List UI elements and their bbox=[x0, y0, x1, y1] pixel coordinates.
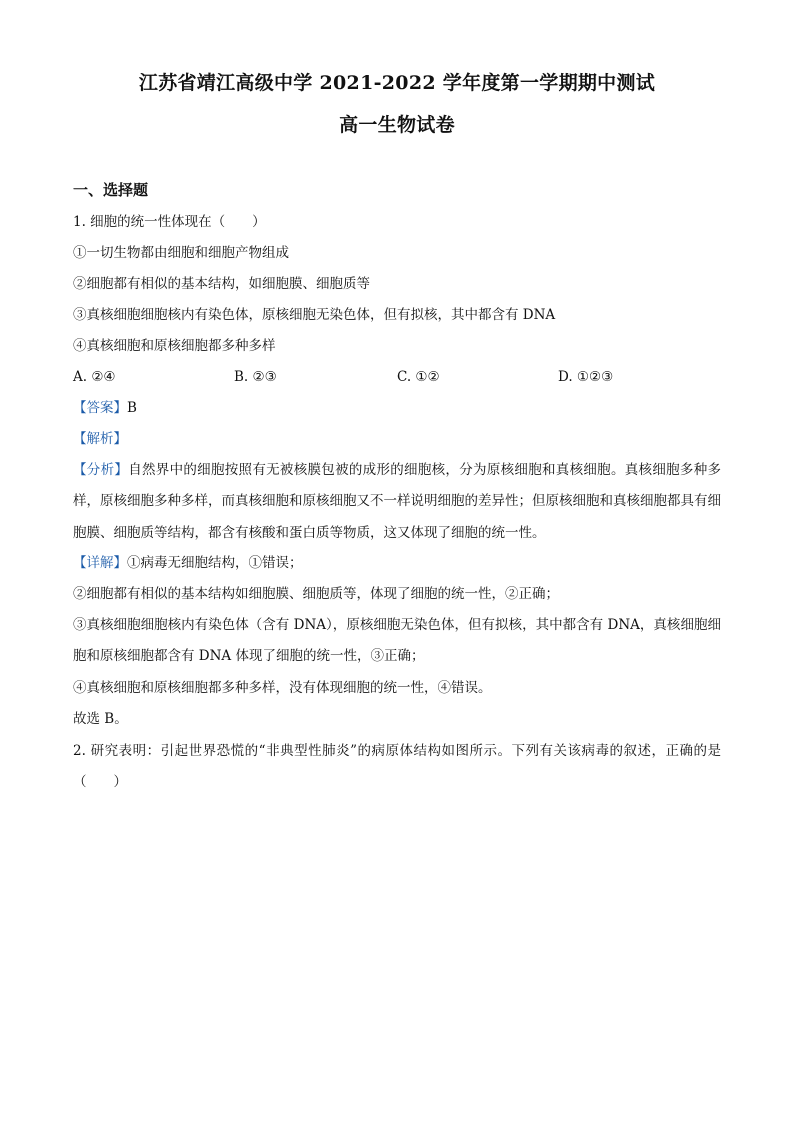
xiangjie-line-3: ③真核细胞细胞核内有染色体（含有 DNA），原核细胞无染色体，但有拟核，其中都含有 DNA，真核细胞细胞和原核细胞都含有 DNA 体现了细胞的统一性，③正确； bbox=[73, 617, 721, 665]
xiangjie-line-4: ④真核细胞和原核细胞都多种多样，没有体现细胞的统一性，④错误。 bbox=[73, 680, 492, 696]
answer-line bbox=[73, 398, 137, 418]
analysis-tag: 【解析】 bbox=[73, 431, 127, 447]
xiangjie-first: ①病毒无细胞结构，①错误； bbox=[127, 555, 303, 571]
question-1-stem: 1. 细胞的统一性体现在（ ） bbox=[73, 214, 266, 230]
exam-subtitle: 高一生物试卷 bbox=[339, 114, 455, 136]
fenxi-text: 自然界中的细胞按照有无被核膜包被的成形的细胞核，分为原核细胞和真核细胞。真核细胞多种多样，原核细胞多种多样，而真核细胞和原核细胞又不一样说明细胞的差异性；但原核细胞和真核细胞都具有细胞膜、细胞质等结构，都含有核酸和蛋白质等物质，这又体现了细胞的统一性。 bbox=[73, 462, 722, 541]
section-heading: 一、选择题 bbox=[73, 181, 149, 199]
xiangjie-line bbox=[73, 553, 303, 573]
option-b: B. ②③ bbox=[234, 369, 277, 385]
conclusion-line: 故选 B。 bbox=[73, 711, 128, 727]
fenxi-tag: 【分析】 bbox=[73, 462, 129, 478]
analysis-line bbox=[73, 429, 127, 449]
option-d: D. ①②③ bbox=[558, 369, 614, 385]
question-1-statement-1: ①一切生物都由细胞和细胞产物组成 bbox=[73, 245, 289, 261]
question-2-stem: 2. 研究表明：引起世界恐慌的“非典型性肺炎”的病原体结构如图所示。下列有关该病毒的叙述，正确的是（ ） bbox=[73, 743, 721, 791]
question-1-statement-3: ③真核细胞细胞核内有染色体，原核细胞无染色体，但有拟核，其中都含有 DNA bbox=[73, 307, 556, 323]
exam-title: 江苏省靖江高级中学 2021-2022 学年度第一学期期中测试 bbox=[138, 72, 656, 94]
question-1-statement-4: ④真核细胞和原核细胞都多种多样 bbox=[73, 338, 276, 354]
answer-value: B bbox=[127, 400, 137, 416]
xiangjie-line-2: ②细胞都有相似的基本结构如细胞膜、细胞质等，体现了细胞的统一性，②正确； bbox=[73, 586, 559, 602]
fenxi-paragraph bbox=[73, 455, 721, 549]
option-c: C. ①② bbox=[397, 369, 440, 385]
answer-tag: 【答案】 bbox=[73, 400, 127, 416]
question-1-statement-2: ②细胞都有相似的基本结构，如细胞膜、细胞质等 bbox=[73, 276, 370, 292]
xiangjie-tag: 【详解】 bbox=[73, 555, 127, 571]
option-a: A. ②④ bbox=[73, 369, 116, 385]
